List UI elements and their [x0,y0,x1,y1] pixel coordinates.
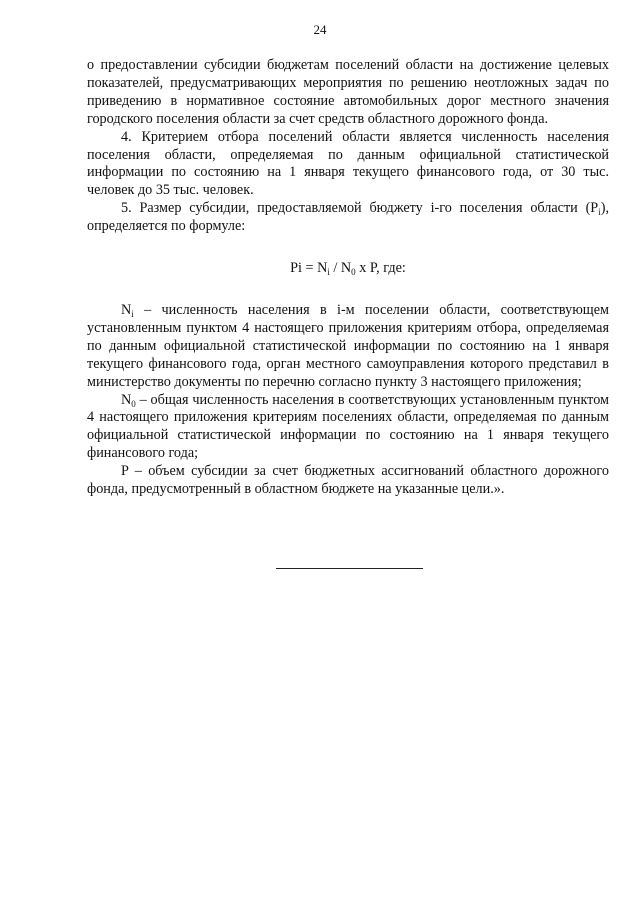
formula-mid: / N [329,260,352,277]
definition-ni [87,302,609,392]
paragraph-subsidy-size [87,200,609,236]
formula-rhs: х P, где: [355,260,406,277]
formula-subscript-i: i [327,267,330,278]
document-body [87,57,609,499]
definition-ni-var: N [121,301,132,318]
definition-n0 [87,392,609,464]
paragraph-selection-criterion: 4. Критерием отбора поселений области является численность населения поселения области, определяемая по данным официальной статистической информации по состоянию на 1 января текущего финансового года, от 30 тыс. человек до 35 тыс. человек. [87,128,609,199]
page-number: 24 [313,22,327,37]
formula-subscript-0: 0 [351,267,356,278]
definition-ni-subscript: i [131,308,134,319]
definition-n0-text: – общая численность населения в соответствующих установленным пунктом 4 настоящего приложения критериям поселениях области, определяемая по данным официальной статистической информации по состоянию на 1 января текущего финансового года; [87,391,609,462]
subsidy-size-text-before: 5. Размер субсидии, предоставляемой бюджету i-го поселения области (P [121,200,599,217]
subsidy-size-text-after: ), определяется по формуле: [87,200,609,235]
end-divider-line [276,568,423,569]
subsidy-size-subscript: i [598,207,601,218]
subsidy-formula [87,260,609,278]
formula-lhs: Pi = N [290,260,328,277]
definition-p: P – объем субсидии за счет бюджетных ассигнований областного дорожного фонда, предусмотренный в областном бюджете на указанные цели.». [87,463,609,498]
paragraph-subsidy-purpose: о предоставлении субсидии бюджетам поселений области на достижение целевых показателей, предусматривающих мероприятия по решению неотложных задач по приведению в нормативное состояние автомобильных дорог местного значения городского поселения области за счет средств областного дорожного фонда. [87,57,609,127]
definition-n0-var: N [121,391,132,408]
definition-n0-subscript: 0 [131,398,136,409]
definition-ni-text: – численность населения в i-м поселении области, соответствующем установленным пунктом 4 настоящего приложения критериям отбора, определяемая по данным официальной статистической информации по состоянию на 1 января текущего финансового года, орган местного самоуправления которого представил в министерство документы по перечню согласно пункту 3 настоящего приложения; [87,301,609,390]
